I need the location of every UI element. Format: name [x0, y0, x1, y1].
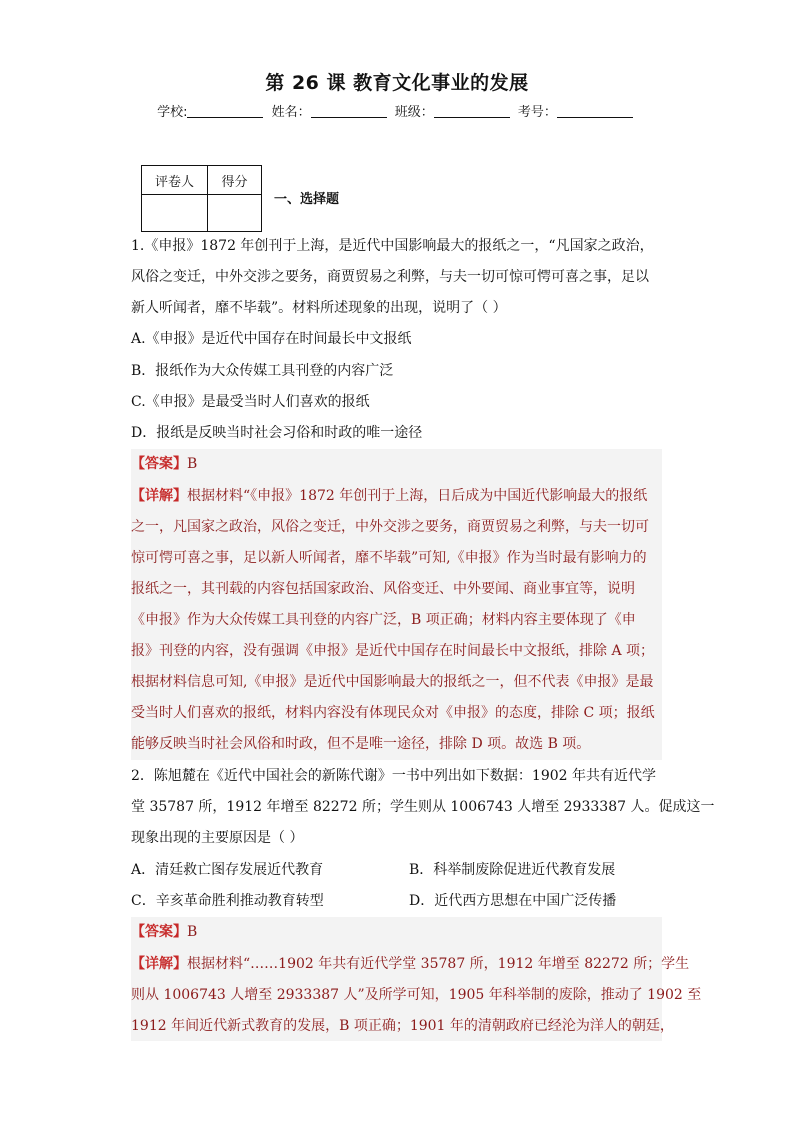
q1-option-a: A.《申报》是近代中国存在时间最长中文报纸: [131, 331, 412, 347]
section-heading: 一、选择题: [274, 192, 340, 207]
detail-tag: 【详解】: [131, 956, 187, 972]
score-header: 得分: [208, 166, 262, 195]
q2-option-d: D．近代西方思想在中国广泛传播: [409, 893, 617, 909]
detail-tag: 【详解】: [131, 488, 187, 504]
q1-line-1: 1.《申报》1872 年创刊于上海，是近代中国影响最大的报纸之一，“凡国家之政治，: [131, 238, 654, 254]
q2-detail-line-3: 1912 年间近代新式教育的发展，B 项正确；1901 年的清朝政府已经沦为洋人的朝廷，: [131, 1018, 674, 1034]
grader-cell[interactable]: [142, 195, 208, 232]
q2-line-2: 堂 35787 所，1912 年增至 82272 所；学生则从 1006743 人增至 2933387 人。促成这一: [131, 799, 715, 815]
q2-answer: [131, 922, 197, 942]
q2-detail-line-2: 则从 1006743 人增至 2933387 人”及所学可知，1905 年科举制的废除，推动了 1902 至: [131, 987, 702, 1003]
q1-detail-line-3: 惊可愕可喜之事，足以新人听闻者，靡不毕载”可知,《申报》作为当时最有影响力的: [131, 550, 647, 566]
q1-line-2: 风俗之变迁，中外交涉之要务，商贾贸易之利弊，与夫一切可惊可愕可喜之事，足以: [131, 269, 649, 285]
q2-option-b: B．科举制废除促进近代教育发展: [409, 862, 616, 878]
q2-detail-line-1: [131, 954, 689, 974]
q1-option-b: B．报纸作为大众传媒工具刊登的内容广泛: [131, 363, 394, 379]
score-cell[interactable]: [208, 195, 262, 232]
q1-answer: [131, 454, 197, 474]
student-info-row: [0, 101, 794, 120]
class-blank[interactable]: [434, 105, 510, 118]
page-title: 第 26 课 教育文化事业的发展: [265, 72, 529, 94]
exam-number-blank[interactable]: [557, 105, 633, 118]
q2-option-a: A．清廷救亡图存发展近代教育: [131, 862, 324, 878]
q1-detail-line-6: 报》刊登的内容，没有强调《申报》是近代中国存在时间最长中文报纸，排除 A 项；: [131, 643, 655, 659]
answer-value: B: [187, 456, 198, 472]
q2-option-c: C．辛亥革命胜利推动教育转型: [131, 893, 324, 909]
score-table: [141, 165, 262, 232]
q1-line-3: 新人听闻者，靡不毕载”。材料所述现象的出现，说明了（ ）: [131, 300, 507, 316]
school-blank[interactable]: [187, 105, 263, 118]
q1-detail-line-1: [131, 486, 647, 506]
q2-line-3: 现象出现的主要原因是（ ）: [131, 830, 304, 846]
q1-detail-line-8: 受当时人们喜欢的报纸，材料内容没有体现民众对《申报》的态度，排除 C 项；报纸: [131, 705, 655, 721]
school-label: 学校:: [157, 105, 188, 120]
q1-detail-line-7: 根据材料信息可知,《申报》是近代中国影响最大的报纸之一，但不代表《申报》是最: [131, 674, 654, 690]
name-label: 姓名：: [271, 105, 311, 120]
class-label: 班级：: [394, 105, 434, 120]
name-blank[interactable]: [311, 105, 387, 118]
q1-detail-line-9: 能够反映当时社会风俗和时政，但不是唯一途径，排除 D 项。故选 B 项。: [131, 736, 591, 752]
exam-number-label: 考号：: [517, 105, 557, 120]
detail-text: 根据材料“……1902 年共有近代学堂 35787 所，1912 年增至 82272 所；学生: [187, 956, 690, 972]
detail-text: 根据材料“《申报》1872 年创刊于上海，日后成为中国近代影响最大的报纸: [187, 488, 648, 504]
answer-value: B: [187, 924, 198, 940]
grader-header: 评卷人: [142, 166, 208, 195]
q1-detail-line-4: 报纸之一，其刊载的内容包括国家政治、风俗变迁、中外要闻、商业事宜等，说明: [131, 581, 635, 597]
q1-detail-line-2: 之一，凡国家之政治，风俗之变迁，中外交涉之要务，商贾贸易之利弊，与夫一切可: [131, 519, 649, 535]
answer-tag: 【答案】: [131, 924, 187, 940]
q2-line-1: 2．陈旭麓在《近代中国社会的新陈代谢》一书中列出如下数据：1902 年共有近代学: [131, 768, 656, 784]
q1-detail-line-5: 《申报》作为大众传媒工具刊登的内容广泛，B 项正确；材料内容主要体现了《申: [131, 612, 636, 628]
q1-option-c: C.《申报》是最受当时人们喜欢的报纸: [131, 394, 370, 410]
answer-tag: 【答案】: [131, 456, 187, 472]
q1-option-d: D．报纸是反映当时社会习俗和时政的唯一途径: [131, 425, 423, 441]
